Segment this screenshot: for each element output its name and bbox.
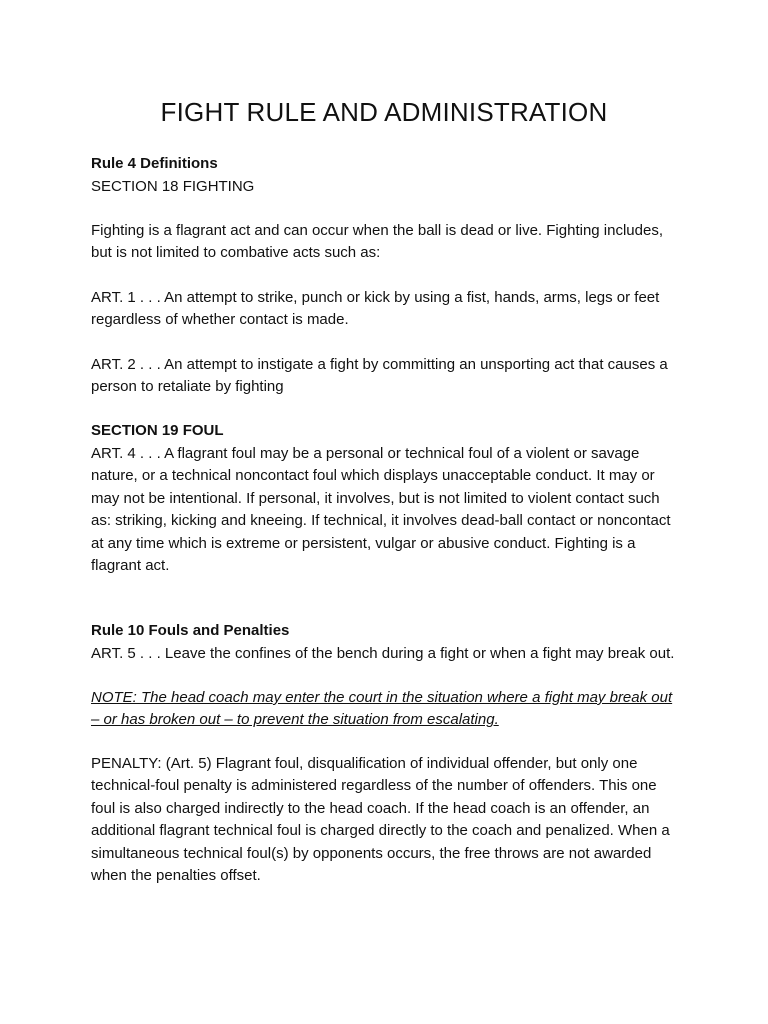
art1-paragraph: ART. 1 . . . An attempt to strike, punch or kick by using a fist, hands, arms, legs or feet regardless of whether contact is made. bbox=[91, 289, 660, 329]
section18-heading: SECTION 18 FIGHTING bbox=[91, 178, 255, 195]
art5-paragraph: ART. 5 . . . Leave the confines of the bench during a fight or when a fight may break out. bbox=[91, 645, 675, 662]
art2-paragraph: ART. 2 . . . An attempt to instigate a fight by committing an unsporting act that causes a person to retaliate by fighting bbox=[91, 356, 668, 396]
document-title: FIGHT RULE AND ADMINISTRATION bbox=[160, 97, 608, 127]
rule10-heading: Rule 10 Fouls and Penalties bbox=[91, 622, 290, 639]
penalty-paragraph: PENALTY: (Art. 5) Flagrant foul, disqualification of individual offender, but only one technical-foul penalty is administered regardless of the number of offenders. This one foul is also charged indirectly to the head coach. If the head coach is an offender, an additional flagrant technical foul is charged directly to the coach and penalized. When a simultaneous technical foul(s) by opponents occurs, the free throws are not awarded when the penalties offset. bbox=[91, 755, 670, 885]
art4-paragraph: ART. 4 . . . A flagrant foul may be a personal or technical foul of a violent or savage nature, or a technical noncontact foul which displays unacceptable conduct. It may or may not be intentional. If personal, it involves, but is not limited to violent contact such as: striking, kicking and kneeing. If technical, it involves dead-ball contact or noncontact at any time which is extreme or persistent, vulgar or abusive conduct. Fighting is a flagrant act. bbox=[91, 445, 671, 575]
rule4-heading: Rule 4 Definitions bbox=[91, 155, 218, 172]
fighting-intro-paragraph: Fighting is a flagrant act and can occur when the ball is dead or live. Fighting includes, but is not limited to combative acts such as: bbox=[91, 222, 663, 262]
note-paragraph: NOTE: The head coach may enter the court in the situation where a fight may break out – or has broken out – to prevent the situation from escalating. bbox=[91, 689, 673, 729]
section19-heading: SECTION 19 FOUL bbox=[91, 422, 224, 439]
